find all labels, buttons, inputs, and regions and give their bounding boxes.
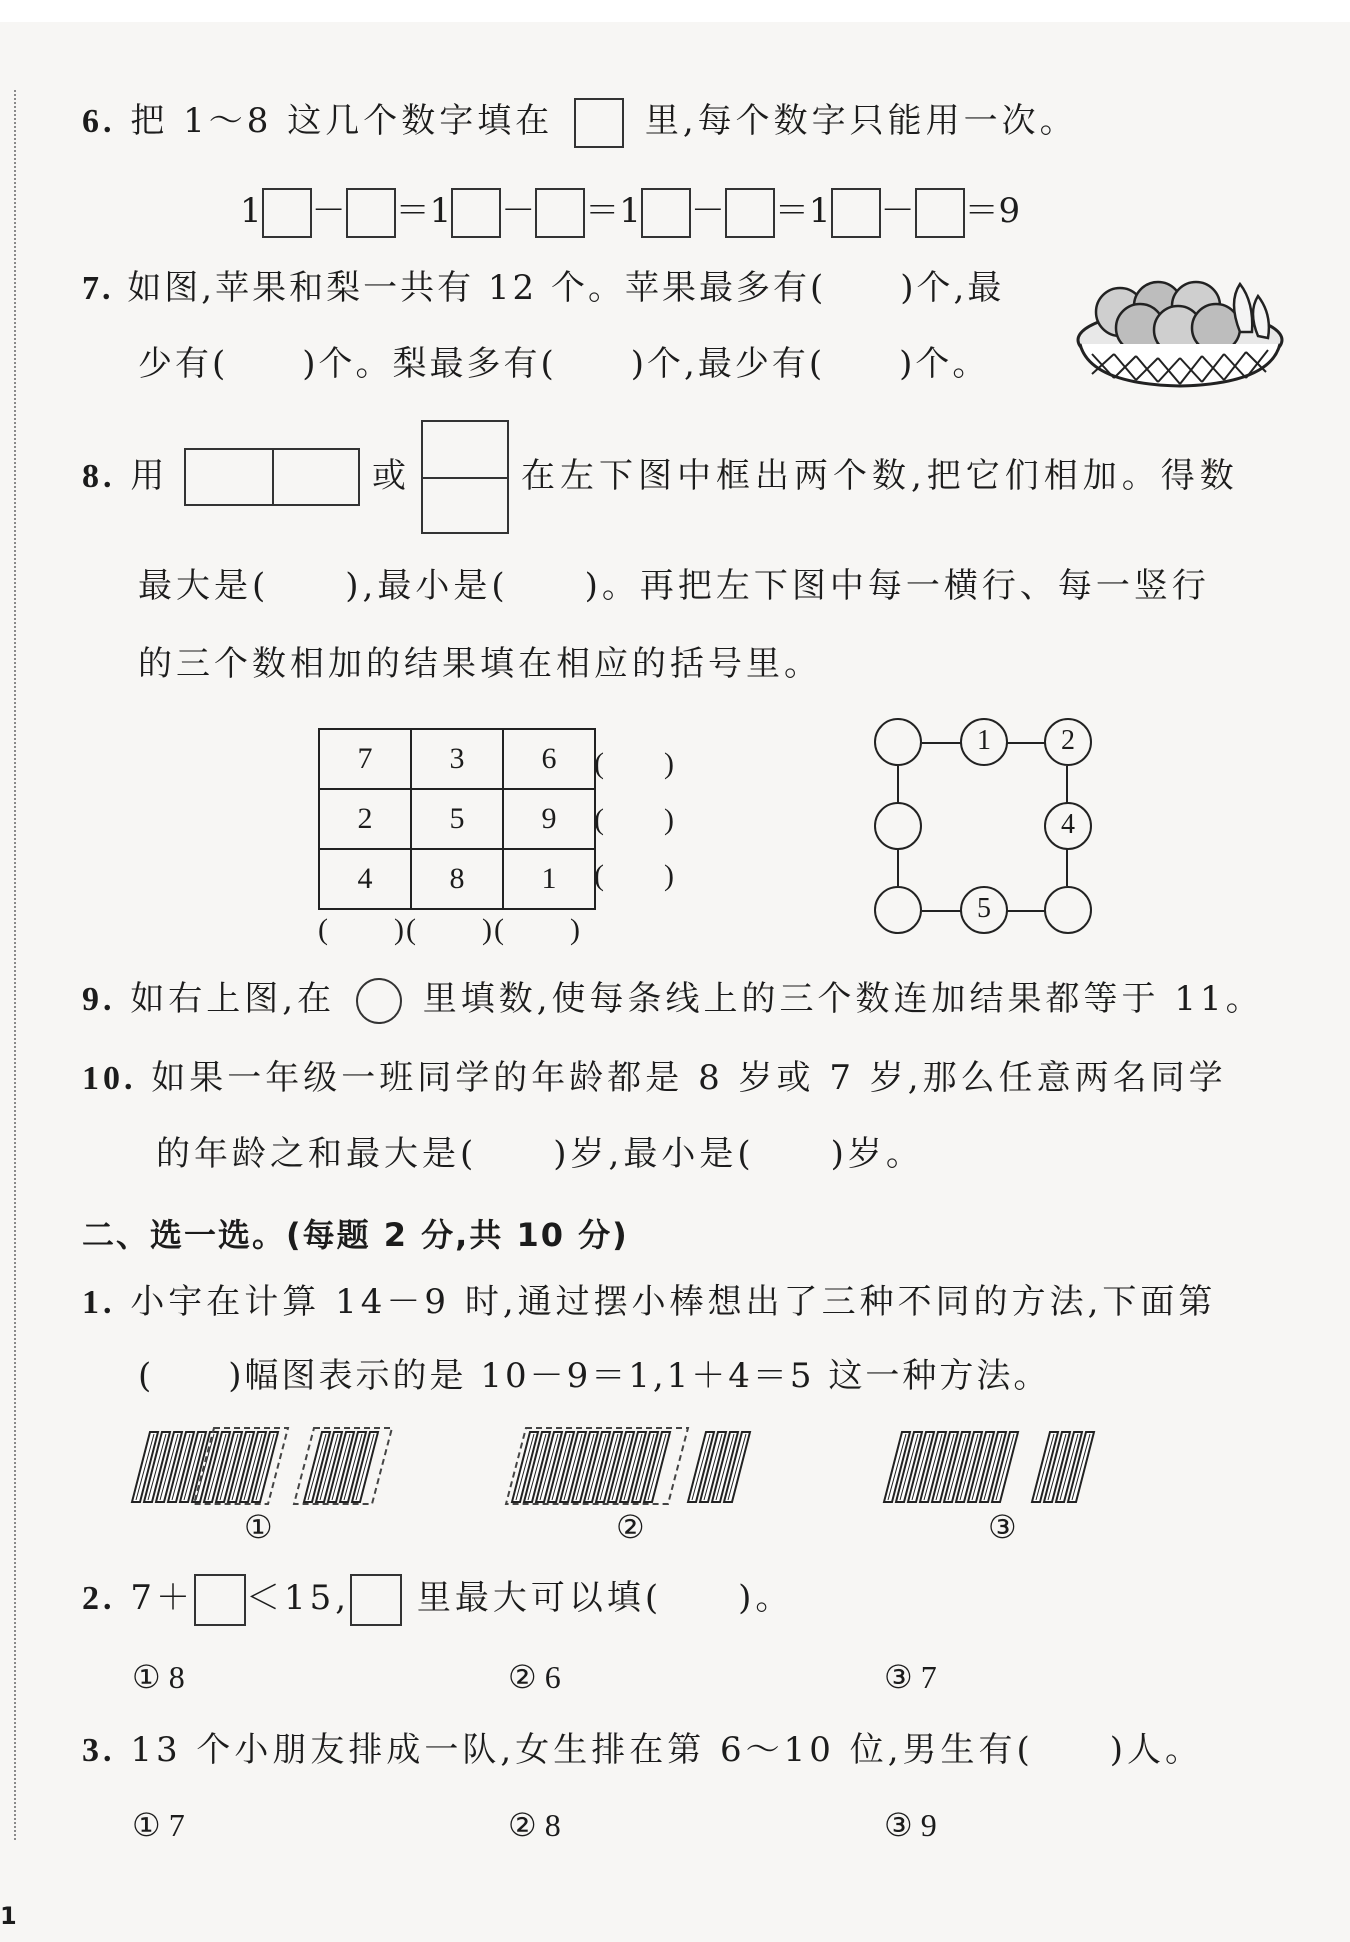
q8-line2: 最大是( ),最小是( )。再把左下图中每一横行、每一竖行 [138,566,1210,606]
q6-equations [240,188,1020,238]
s2q1-number: 1. [82,1284,116,1321]
row-sum-paren[interactable]: ( ) [594,803,674,836]
row-sum-paren[interactable]: ( ) [594,747,674,780]
q9-number: 9. [82,981,116,1018]
q8-text-use: 用 [130,456,169,496]
page-number: 1 [0,1902,17,1930]
q6-text-a: 把 1～8 这几个数字填在 [130,101,554,141]
answer-box[interactable] [451,188,501,238]
puzzle-circle[interactable] [1044,886,1092,934]
grid-cell[interactable]: 8 [411,849,503,909]
eq4-equals: ＝9 [964,191,1021,231]
s2q1-line2: ( )幅图表示的是 10－9＝1,1＋4＝5 这一种方法。 [138,1356,1051,1396]
s2q2-number: 2. [82,1580,116,1617]
sticks-figures [128,1426,1148,1506]
s2q1-text-line1: 小宇在计算 14－9 时,通过摆小棒想出了三种不同的方法,下面第 [130,1282,1217,1322]
q10-line2: 的年龄之和最大是( )岁,最小是( )岁。 [156,1134,924,1174]
q10-line1 [82,1058,1227,1100]
s2q1-line1 [82,1282,1216,1324]
puzzle-circle[interactable] [874,802,922,850]
eq4-minus: － [880,191,915,231]
q6-line [82,98,1078,148]
puzzle-circle[interactable]: 2 [1044,718,1092,766]
q10-number: 10. [82,1060,137,1097]
grid-cell[interactable]: 6 [503,729,595,789]
s2q3-option-1[interactable]: ① 7 [132,1807,185,1843]
vertical-frame-shape [421,420,509,534]
answer-box[interactable] [535,188,585,238]
q9-text-a: 如右上图,在 [130,979,336,1019]
q8-line1 [82,456,168,498]
figure-label-3[interactable]: ③ [988,1509,1017,1545]
eq3-equals: ＝1 [774,191,831,231]
q9-line [82,978,1264,1024]
figure-3-sticks [884,1432,1094,1502]
q6-number: 6. [82,103,116,140]
answer-box[interactable] [350,1574,402,1626]
s2q2-text-b: ＜15, [245,1578,351,1618]
answer-box[interactable] [915,188,965,238]
figure-1-sticks [132,1428,392,1504]
horizontal-frame-shape [184,448,360,506]
s2q2-option-1[interactable]: ① 8 [132,1659,185,1695]
eq1-one: 1 [240,191,262,231]
s2q3-option-2[interactable]: ② 8 [508,1807,561,1843]
answer-box[interactable] [194,1574,246,1626]
s2q3-number: 3. [82,1732,116,1769]
q8-text-rest: 在左下图中框出两个数,把它们相加。得数 [521,456,1239,496]
s2q2-option-2[interactable]: ② 6 [508,1659,561,1695]
q10-text-line1: 如果一年级一班同学的年龄都是 8 岁或 7 岁,那么任意两名同学 [151,1058,1227,1098]
column-sum-parens[interactable]: ( )( )( ) [318,913,582,946]
s2q3-line [82,1730,1203,1772]
q6-text-b: 里,每个数字只能用一次。 [644,101,1078,141]
figure-2-sticks [506,1428,750,1504]
answer-box[interactable] [831,188,881,238]
puzzle-circle[interactable] [874,886,922,934]
figure-label-2[interactable]: ② [616,1509,645,1545]
q7-text-line1: 如图,苹果和梨一共有 12 个。苹果最多有( )个,最 [127,268,1005,308]
grid-cell[interactable]: 7 [319,729,411,789]
s2q3-text: 13 个小朋友排成一队,女生排在第 6～10 位,男生有( )人。 [130,1730,1204,1770]
answer-box[interactable] [725,188,775,238]
q7-line1 [82,268,1004,310]
grid-row [319,729,595,789]
eq3-minus: － [690,191,725,231]
page-top-strip [0,0,1350,22]
answer-box[interactable] [262,188,312,238]
eq1-minus: － [311,191,346,231]
q8-line3: 的三个数相加的结果填在相应的括号里。 [138,644,822,684]
binding-dotted-line [14,90,16,1840]
answer-box[interactable] [346,188,396,238]
q7-line2: 少有( )个。梨最多有( )个,最少有( )个。 [138,344,990,384]
grid-cell[interactable]: 3 [411,729,503,789]
number-grid [318,728,596,910]
puzzle-circle[interactable]: 5 [960,886,1008,934]
grid-cell[interactable]: 5 [411,789,503,849]
fruit-basket-image [1070,262,1290,392]
section2-title: 二、选一选。(每题 2 分,共 10 分) [82,1216,629,1254]
row-sum-paren[interactable]: ( ) [594,859,674,892]
s2q3-option-3[interactable]: ③ 9 [884,1807,937,1843]
s2q2-text-a: 7＋ [130,1578,194,1618]
eq2-equals: ＝1 [585,191,641,231]
puzzle-circle[interactable]: 4 [1044,802,1092,850]
s2q2-option-3[interactable]: ③ 7 [884,1659,937,1695]
q6-sample-box [574,98,624,148]
figure-label-1[interactable]: ① [244,1509,273,1545]
q7-number: 7. [82,270,114,307]
s2q2-text-c: 里最大可以填( )。 [416,1578,794,1618]
grid-cell[interactable]: 4 [319,849,411,909]
q8-text-or: 或 [372,456,410,496]
q9-text-b: 里填数,使每条线上的三个数连加结果都等于 11。 [422,979,1264,1019]
puzzle-circle[interactable] [874,718,922,766]
circle-symbol [356,978,402,1024]
eq1-equals: ＝1 [395,191,452,231]
answer-box[interactable] [641,188,691,238]
s2q2-line [82,1574,793,1626]
grid-row [319,789,595,849]
grid-cell[interactable]: 9 [503,789,595,849]
grid-cell[interactable]: 1 [503,849,595,909]
grid-cell[interactable]: 2 [319,789,411,849]
q8-number: 8. [82,458,116,495]
puzzle-circle[interactable]: 1 [960,718,1008,766]
eq2-minus: － [501,191,536,231]
grid-row [319,849,595,909]
